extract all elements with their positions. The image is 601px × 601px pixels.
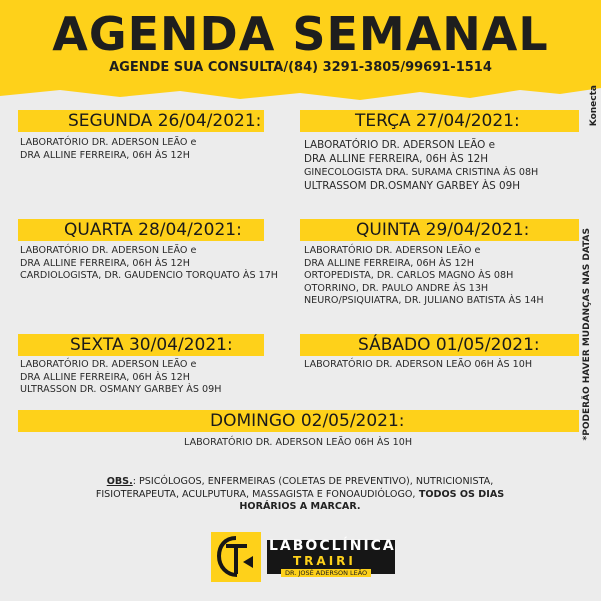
obs-prefix: OBS. — [106, 476, 133, 487]
clinic-logo — [211, 532, 396, 582]
day-bar-sexta — [18, 334, 264, 356]
schedule-change-note: *PODERÃO HAVER MUDANÇAS NAS DATAS — [582, 228, 592, 441]
day-info-sexta — [20, 359, 221, 397]
info-line: LABORATÓRIO DR. ADERSON LEÃO e — [20, 245, 197, 256]
info-line: LABORATÓRIO DR. ADERSON LEÃO 06H ÀS 10H — [184, 437, 413, 448]
obs-emphasis: TODOS OS DIAS HORÁRIOS A MARCAR. — [239, 488, 505, 512]
day-label-quinta: QUINTA 29/04/2021: — [356, 220, 530, 240]
info-line: DRA ALLINE FERREIRA, 06H ÀS 12H — [304, 257, 474, 269]
day-bar-quarta — [18, 219, 264, 241]
day-info-segunda — [20, 137, 196, 162]
brand-tag: Konecta — [589, 85, 599, 127]
observation-note — [70, 476, 530, 514]
page-title: AGENDA SEMANAL — [52, 7, 549, 61]
logo-line-1: LABOCLÍNICA — [269, 538, 396, 554]
info-line: DRA ALLINE FERREIRA, 06H ÀS 12H — [304, 152, 489, 165]
info-line: CARDIOLOGISTA, DR. GAUDENCIO TORQUATO ÀS 17H — [20, 270, 279, 281]
info-line: GINECOLOGISTA DRA. SURAMA CRISTINA ÀS 08H — [304, 167, 539, 178]
day-info-terca — [304, 139, 538, 193]
day-bar-sabado — [300, 334, 579, 356]
info-line: DRA ALLINE FERREIRA, 06H ÀS 12H — [20, 257, 190, 269]
info-line: NEURO/PSIQUIATRA, DR. JULIANO BATISTA ÀS 14H — [304, 295, 544, 306]
day-info-sabado — [304, 359, 532, 372]
info-line: ULTRASSON DR. OSMANY GARBEY ÀS 09H — [20, 384, 222, 395]
day-info-domingo — [184, 437, 412, 450]
info-line: LABORATÓRIO DR. ADERSON LEÃO e — [20, 137, 197, 148]
day-label-segunda: SEGUNDA 26/04/2021: — [68, 111, 262, 131]
day-bar-terca — [300, 110, 579, 132]
day-info-quarta — [20, 245, 278, 283]
day-label-sexta: SEXTA 30/04/2021: — [70, 335, 233, 355]
info-line: LABORATÓRIO DR. ADERSON LEÃO e — [20, 359, 197, 370]
info-line: DRA ALLINE FERREIRA, 06H ÀS 12H — [20, 371, 190, 383]
torn-edge-decoration — [0, 84, 601, 108]
obs-text: : PSICÓLOGOS, ENFERMEIRAS (COLETAS DE PREVENTIVO), NUTRICIONISTA, FISIOTERAPEUTA, ACULPUTURA, MASSAGISTA E FONOAUDIÓLOGO, — [95, 476, 494, 500]
info-line: LABORATÓRIO DR. ADERSON LEÃO e — [304, 245, 481, 256]
info-line: OTORRINO, DR. PAULO ANDRE ÀS 13H — [304, 282, 489, 294]
day-label-terca: TERÇA 27/04/2021: — [355, 111, 520, 131]
day-label-sabado: SÁBADO 01/05/2021: — [358, 335, 540, 355]
logo-line-2: TRAIRI — [293, 554, 356, 568]
logo-line-3: DR. JOSÉ ADERSON LEÃO — [281, 569, 371, 577]
info-line: LABORATÓRIO DR. ADERSON LEÃO e — [304, 139, 496, 151]
day-info-quinta — [304, 245, 544, 308]
day-label-quarta: QUARTA 28/04/2021: — [64, 220, 242, 240]
logo-emblem-icon — [211, 532, 261, 582]
contact-subtitle: AGENDE SUA CONSULTA/(84) 3291-3805/99691-1514 — [109, 60, 492, 75]
info-line: LABORATÓRIO DR. ADERSON LEÃO 06H ÀS 10H — [304, 359, 533, 370]
day-bar-domingo — [18, 410, 579, 432]
day-bar-quinta — [300, 219, 579, 241]
day-label-domingo: DOMINGO 02/05/2021: — [210, 411, 405, 431]
info-line: ORTOPEDISTA, DR. CARLOS MAGNO ÀS 08H — [304, 270, 514, 281]
day-bar-segunda — [18, 110, 264, 132]
info-line: ULTRASSOM DR.OSMANY GARBEY ÀS 09H — [304, 179, 521, 192]
info-line: DRA ALLINE FERREIRA, 06H ÀS 12H — [20, 149, 190, 161]
